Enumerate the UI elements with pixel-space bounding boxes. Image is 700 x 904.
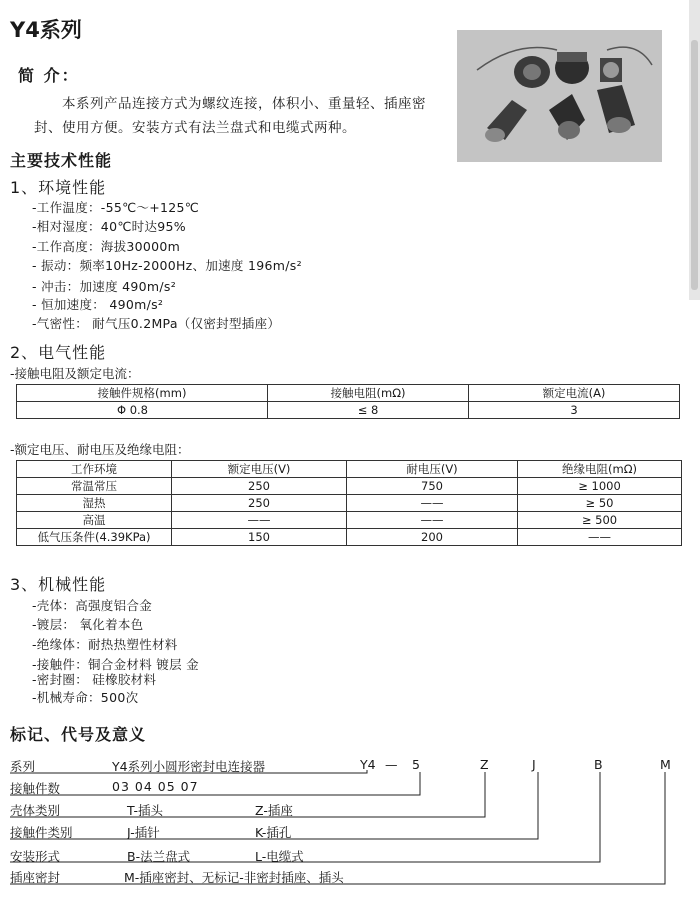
marking-label: 插座密封 <box>10 870 61 885</box>
page-title: Y4系列 <box>10 18 82 42</box>
marking-value: T-插头 <box>127 803 163 818</box>
marking-value: K-插孔 <box>255 825 292 840</box>
table-cell: 250 <box>172 478 347 495</box>
table-cell: 200 <box>347 529 518 546</box>
marking-value: M-插座密封、无标记-非密封插座、插头 <box>124 870 344 885</box>
table-header: 工作环境 <box>17 461 172 478</box>
marking-label: 接触件数 <box>10 781 61 796</box>
table-cell: 高温 <box>17 512 172 529</box>
table-cell: 750 <box>347 478 518 495</box>
env-heading: 1、环境性能 <box>10 178 107 197</box>
elec-sub2: -额定电压、耐电压及绝缘电阻： <box>10 442 190 457</box>
table-cell: —— <box>347 495 518 512</box>
marking-value: Z-插座 <box>255 803 293 818</box>
code-seal: M <box>660 757 671 772</box>
mech-item: -壳体：高强度铝合金 <box>32 598 153 613</box>
marking-value: 03 04 05 07 <box>112 779 199 794</box>
elec-sub1: -接触电阻及额定电流： <box>10 366 140 381</box>
table-header: 额定电流(A) <box>469 385 680 402</box>
marking-label: 安装形式 <box>10 849 61 864</box>
table-header: 耐电压(V) <box>347 461 518 478</box>
marking-label: 壳体类别 <box>10 803 61 818</box>
table-header: 额定电压(V) <box>172 461 347 478</box>
env-item: - 冲击：加速度 490m/s² <box>32 279 177 294</box>
table-cell: 150 <box>172 529 347 546</box>
env-item: -工作温度：-55℃～+125℃ <box>32 200 200 215</box>
marking-value: J-插针 <box>127 825 160 840</box>
env-item: -工作高度：海拔30000m <box>32 239 181 254</box>
elec-heading: 2、电气性能 <box>10 343 107 362</box>
mech-item: -绝缘体：耐热热塑性材料 <box>32 637 178 652</box>
table-cell: —— <box>347 512 518 529</box>
marking-value: B-法兰盘式 <box>127 849 191 864</box>
mech-item: -机械寿命：500次 <box>32 690 139 705</box>
mech-heading: 3、机械性能 <box>10 575 107 594</box>
mech-item: -接触件：铜合金材料 镀层 金 <box>32 657 199 672</box>
table-cell: ≥ 500 <box>518 512 682 529</box>
intro-heading: 简 介： <box>18 66 80 85</box>
table-cell: 250 <box>172 495 347 512</box>
table-header: 接触电阻(mΩ) <box>268 385 469 402</box>
env-item: - 恒加速度： 490m/s² <box>32 297 164 312</box>
table-header: 绝缘电阻(mΩ) <box>518 461 682 478</box>
marking-value: L-电缆式 <box>255 849 304 864</box>
code-dash: — <box>385 757 398 772</box>
table-cell: ≤ 8 <box>268 402 469 419</box>
marking-label: 接触件类别 <box>10 825 73 840</box>
table-cell: 湿热 <box>17 495 172 512</box>
marking-label: 系列 <box>10 759 36 774</box>
table-cell: 常温常压 <box>17 478 172 495</box>
code-mount: B <box>594 757 603 772</box>
main-spec-heading: 主要技术性能 <box>10 151 113 170</box>
table-cell: —— <box>518 529 682 546</box>
env-item: - 振动：频率10Hz-2000Hz、加速度 196m/s² <box>32 258 302 273</box>
table-cell: 低气压条件(4.39KPa) <box>17 529 172 546</box>
code-shell: Z <box>480 757 489 772</box>
code-series: Y4 <box>360 757 376 772</box>
mech-item: -镀层： 氧化着本色 <box>32 617 144 632</box>
table-cell: 3 <box>469 402 680 419</box>
table-cell: ≥ 1000 <box>518 478 682 495</box>
env-item: -相对湿度：40℃时达95% <box>32 219 186 234</box>
intro-text: 本系列产品连接方式为螺纹连接，体积小、重量轻、插座密封、使用方便。安装方式有法兰盘式和电缆式两种。 <box>34 96 426 136</box>
table-cell: —— <box>172 512 347 529</box>
code-contact: J <box>532 757 536 772</box>
table-header: 接触件规格(mm) <box>17 385 268 402</box>
marking-heading: 标记、代号及意义 <box>10 725 147 744</box>
code-count: 5 <box>412 757 420 772</box>
table-cell: Φ 0.8 <box>17 402 268 419</box>
env-item: -气密性： 耐气压0.2MPa（仅密封型插座） <box>32 316 281 331</box>
marking-value: Y4系列小圆形密封电连接器 <box>112 759 266 774</box>
mech-item: -密封圈： 硅橡胶材料 <box>32 672 157 687</box>
table-cell: ≥ 50 <box>518 495 682 512</box>
